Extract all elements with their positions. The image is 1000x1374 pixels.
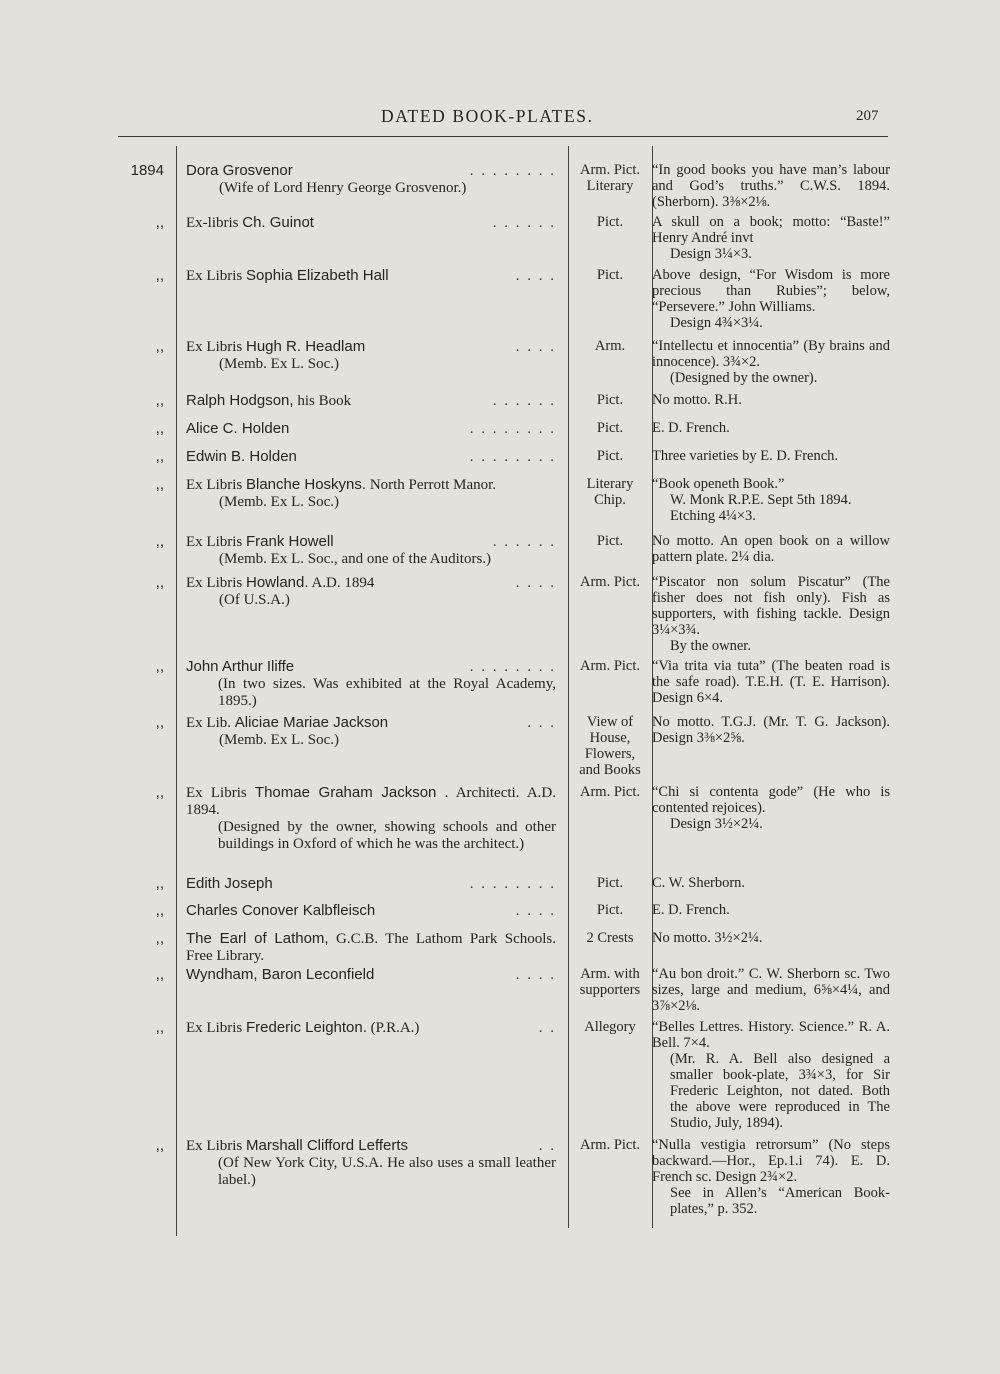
entry-prefix: Ex Libris (186, 477, 246, 493)
entry-name-cell (186, 902, 556, 920)
entry-type: Pict. (596, 875, 624, 891)
entry-note: Design 3¼×3. (670, 246, 752, 262)
entry-name: Marshall Clifford Lefferts (246, 1137, 409, 1154)
leader-dots: . . . . . . . . (469, 449, 556, 465)
entry-name: Ch. Guinot (242, 214, 314, 231)
entry-note-cell (652, 448, 890, 464)
entry-type: Arm. Pict. (579, 1137, 640, 1153)
entry-name-cell (186, 338, 556, 373)
entry-note: No motto. R.H. (652, 392, 742, 408)
entry-note: “Piscator non solum Piscatur” (The fisher does not fish only). Fish as supporters, with fishing tackle. Design 3¼×3¾. (652, 574, 890, 638)
entry-note: “Intellectu et innocentia” (By brains and innocence). 3¾×2. (652, 338, 890, 370)
entry-name: John Arthur Iliffe (186, 658, 295, 675)
leader-dots: . . (538, 1020, 556, 1036)
entry-year: ,, (155, 930, 164, 947)
entry-subtitle: (Memb. Ex L. Soc., and one of the Auditors.) (219, 551, 492, 567)
entry-name-suffix: . Architecti. A.D. 1894. (186, 785, 556, 818)
entry-type-cell (568, 338, 652, 354)
entry-type: Literary (586, 476, 634, 492)
entry-type: Pict. (596, 448, 624, 464)
leader-dots: . . . . . . . . (469, 659, 556, 675)
entry-type-cell (568, 966, 652, 998)
entry-note-cell (652, 574, 890, 654)
entry-note: No motto. T.G.J. (Mr. T. G. Jackson). Design 3⅜×2⅝. (652, 714, 890, 746)
entry-type-cell (568, 714, 652, 778)
entry-name-suffix: G.C.B. The Lathom Park Schools. Free Library. (186, 931, 557, 964)
entry-type: Pict. (596, 533, 624, 549)
entry-year: ,, (155, 875, 164, 892)
header-rule (118, 136, 888, 137)
entry-name-cell (186, 1137, 556, 1189)
entry-year: ,, (155, 533, 164, 550)
column-rule-left (176, 146, 177, 1236)
entry-type: House, (589, 730, 631, 746)
entry-name-cell (186, 267, 556, 285)
entry-type-cell (568, 784, 652, 800)
entry-note: “Chi si contenta gode” (He who is contented rejoices). (652, 784, 890, 816)
entry-name-cell (186, 875, 556, 893)
entry-note-cell (652, 338, 890, 386)
entry-note: “In good books you have man’s labour and God’s truths.” C.W.S. 1894. (Sherborn). 3⅜×2⅛. (652, 162, 890, 210)
entry-note: “Via trita via tuta” (The beaten road is the safe road). T.E.H. (T. E. Harrison). Design 6×4. (652, 658, 890, 706)
entry-note-cell (652, 714, 890, 746)
leader-dots: . . . . . . . . (469, 163, 556, 179)
entry-note: Above design, “For Wisdom is more precious than Rubies”; below, “Persevere.” John Williams. (652, 267, 890, 315)
entry-prefix: Ex-libris (186, 215, 243, 231)
entry-name-cell (186, 930, 556, 965)
entry-name: Aliciae Mariae Jackson (234, 714, 389, 731)
entry-type-cell (568, 476, 652, 508)
entry-note-cell (652, 875, 890, 891)
entry-type: and Books (579, 762, 641, 778)
entry-year: ,, (155, 714, 164, 731)
entry-year: ,, (155, 902, 164, 919)
entry-year: ,, (155, 784, 164, 801)
entry-note-cell (652, 392, 890, 408)
entry-type-cell (568, 658, 652, 674)
entry-name: Hugh R. Headlam (246, 338, 366, 355)
entry-year: ,, (155, 420, 164, 437)
leader-dots: . . . . (515, 339, 556, 355)
entry-type-cell (568, 533, 652, 549)
entry-year: ,, (155, 476, 164, 493)
entry-note: “Nulla vestigia retrorsum” (No steps backward.—Hor., Ep.1.i 74). E. D. French sc. Design 2¾×2. (652, 1137, 890, 1185)
entry-year: ,, (155, 658, 164, 675)
entry-subtitle: (In two sizes. Was exhibited at the Royal Academy, 1895.) (218, 676, 556, 709)
leader-dots: . . . . (515, 575, 556, 591)
entry-note-cell (652, 162, 890, 210)
entry-note: Design 4¾×3¼. (670, 315, 763, 331)
entry-year: ,, (155, 1137, 164, 1154)
entry-name: Sophia Elizabeth Hall (246, 267, 389, 284)
page-number: 207 (856, 108, 879, 124)
entry-type-cell (568, 267, 652, 283)
leader-dots: . . (538, 1138, 556, 1154)
entry-year: ,, (155, 338, 164, 355)
entry-note-cell (652, 902, 890, 918)
entry-type: Literary (586, 178, 634, 194)
leader-dots: . . . . . . . . (469, 421, 556, 437)
leader-dots: . . . . . . (492, 534, 556, 550)
entry-name: Frederic Leighton. (246, 1019, 367, 1036)
entry-name-cell (186, 658, 556, 710)
entry-type: Arm. (594, 338, 626, 354)
entry-name-suffix: (P.R.A.) (366, 1020, 420, 1036)
entry-note-cell (652, 420, 890, 436)
entry-name-cell (186, 162, 556, 197)
entry-name-cell (186, 533, 556, 568)
entry-name-suffix: North Perrott Manor. (366, 477, 497, 493)
entry-name-cell (186, 448, 556, 466)
entry-type: Pict. (596, 267, 624, 283)
entry-year: 1894 (130, 162, 164, 179)
leader-dots: . . . . (515, 268, 556, 284)
entry-note: See in Allen’s “American Book-plates,” p. 352. (670, 1185, 890, 1217)
entry-type-cell (568, 875, 652, 891)
entry-subtitle: (Memb. Ex L. Soc.) (219, 356, 339, 372)
entry-type-cell (568, 1137, 652, 1153)
entry-type-cell (568, 930, 652, 946)
entry-type: Chip. (594, 492, 626, 508)
entry-prefix: Ex Libris (186, 534, 246, 550)
leader-dots: . . . . . . (492, 393, 556, 409)
entry-name-cell (186, 476, 556, 511)
entry-name-cell (186, 714, 556, 749)
entry-type-cell (568, 574, 652, 590)
entry-prefix: Ex Libris (186, 268, 246, 284)
entry-name-suffix: A.D. 1894 (308, 575, 375, 591)
entry-name: Blanche Hoskyns. (246, 476, 367, 493)
column-rule-middle (568, 146, 569, 1228)
leader-dots: . . . . (515, 967, 556, 983)
entry-name-cell (186, 1019, 556, 1037)
leader-dots: . . . . . . . . (469, 876, 556, 892)
entry-note-cell (652, 476, 890, 524)
entry-type: Arm. Pict. (579, 658, 640, 674)
leader-dots: . . . (527, 715, 556, 731)
entry-name-suffix: his Book (293, 393, 352, 409)
entry-year: ,, (155, 214, 164, 231)
entry-type: Pict. (596, 902, 624, 918)
entry-type: supporters (579, 982, 641, 998)
leader-dots: . . . . . . (492, 215, 556, 231)
entry-name: Thomae Graham Jackson (254, 784, 437, 801)
entry-type: Pict. (596, 214, 624, 230)
entry-prefix: Ex Libris (186, 339, 246, 355)
entry-note: Design 3½×2¼. (670, 816, 763, 832)
entry-note: E. D. French. (652, 420, 730, 436)
entry-name-cell (186, 420, 556, 438)
entry-note-cell (652, 1137, 890, 1217)
entry-note-cell (652, 930, 890, 946)
entry-note: (Mr. R. A. Bell also designed a smaller book-plate, 3¾×3, for Sir Frederic Leighton, not dated. Both the above were reproduced in The Studio, July, 1894). (670, 1051, 890, 1131)
entry-name: Wyndham, Baron Leconfield (186, 966, 375, 983)
entry-note: No motto. An open book on a willow pattern plate. 2¼ dia. (652, 533, 890, 565)
entry-note: Etching 4¼×3. (670, 508, 756, 524)
entry-prefix: Ex Libris (186, 575, 246, 591)
entry-prefix: Ex Libris (186, 1020, 246, 1036)
entry-subtitle: (Of New York City, U.S.A. He also uses a small leather label.) (218, 1155, 556, 1188)
entry-note: By the owner. (670, 638, 751, 654)
entry-name: Ralph Hodgson, (186, 392, 294, 409)
entry-type-cell (568, 448, 652, 464)
entry-note: “Au bon droit.” C. W. Sherborn sc. Two sizes, large and medium, 6⅝×4¼, and 3⅞×2⅛. (652, 966, 890, 1014)
entry-note-cell (652, 533, 890, 565)
entry-subtitle: (Of U.S.A.) (219, 592, 290, 608)
entry-prefix: Ex Libris (186, 1138, 246, 1154)
entry-type-cell (568, 902, 652, 918)
entry-note: A skull on a book; motto: “Baste!” Henry André invt (652, 214, 890, 246)
entry-year: ,, (155, 966, 164, 983)
entry-year: ,, (155, 574, 164, 591)
entry-type-cell (568, 1019, 652, 1035)
leader-dots: . . . . (515, 903, 556, 919)
entry-note: C. W. Sherborn. (652, 875, 746, 891)
entry-note: “Belles Lettres. History. Science.” R. A. Bell. 7×4. (652, 1019, 890, 1051)
entry-name-cell (186, 574, 556, 609)
entry-note-cell (652, 966, 890, 1014)
entry-type: Arm. with (580, 966, 640, 982)
entry-note: No motto. 3½×2¼. (652, 930, 763, 946)
entry-type: Allegory (584, 1019, 636, 1035)
entry-name: Alice C. Holden (186, 420, 290, 437)
entry-name: Howland. (246, 574, 309, 591)
entry-type-cell (568, 162, 652, 194)
entry-subtitle: (Designed by the owner, showing schools and other buildings in Oxford of which he was the architect.) (218, 819, 556, 852)
entry-subtitle: (Memb. Ex L. Soc.) (219, 494, 339, 510)
entry-year: ,, (155, 267, 164, 284)
entry-note: E. D. French. (652, 902, 730, 918)
entry-type: View of (586, 714, 634, 730)
entry-name: Frank Howell (246, 533, 334, 550)
entry-note-cell (652, 214, 890, 262)
entry-note-cell (652, 1019, 890, 1131)
entry-name: The Earl of Lathom, (186, 930, 329, 947)
entry-name-cell (186, 966, 556, 984)
entry-note: (Designed by the owner). (670, 370, 818, 386)
entry-year: ,, (155, 448, 164, 465)
entry-note-cell (652, 784, 890, 832)
entry-type-cell (568, 214, 652, 230)
entry-note: Three varieties by E. D. French. (652, 448, 839, 464)
entry-year: ,, (155, 392, 164, 409)
entry-subtitle: (Wife of Lord Henry George Grosvenor.) (219, 180, 467, 196)
entry-type: 2 Crests (586, 930, 634, 946)
entry-name-cell (186, 784, 556, 853)
entry-subtitle: (Memb. Ex L. Soc.) (219, 732, 339, 748)
entry-name: Edwin B. Holden (186, 448, 297, 465)
entry-type: Pict. (596, 392, 624, 408)
entry-note: W. Monk R.P.E. Sept 5th 1894. (670, 492, 852, 508)
entry-name-cell (186, 214, 556, 232)
entry-name: Charles Conover Kalbfleisch (186, 902, 376, 919)
running-title: DATED BOOK-PLATES. (381, 106, 594, 126)
entry-note-cell (652, 267, 890, 331)
entry-type: Arm. Pict. (579, 784, 640, 800)
entry-note: “Book openeth Book.” (652, 476, 785, 492)
entry-type: Arm. Pict. (579, 162, 640, 178)
entry-name-cell (186, 392, 556, 410)
entry-prefix: Ex Libris (186, 785, 255, 801)
entry-type: Flowers, (584, 746, 636, 762)
entry-note-cell (652, 658, 890, 706)
entry-name: Edith Joseph (186, 875, 273, 892)
entry-type-cell (568, 420, 652, 436)
entry-type-cell (568, 392, 652, 408)
entry-year: ,, (155, 1019, 164, 1036)
entry-type: Pict. (596, 420, 624, 436)
entry-prefix: Ex Lib. (186, 715, 235, 731)
entry-type: Arm. Pict. (579, 574, 640, 590)
entry-name: Dora Grosvenor (186, 162, 293, 179)
